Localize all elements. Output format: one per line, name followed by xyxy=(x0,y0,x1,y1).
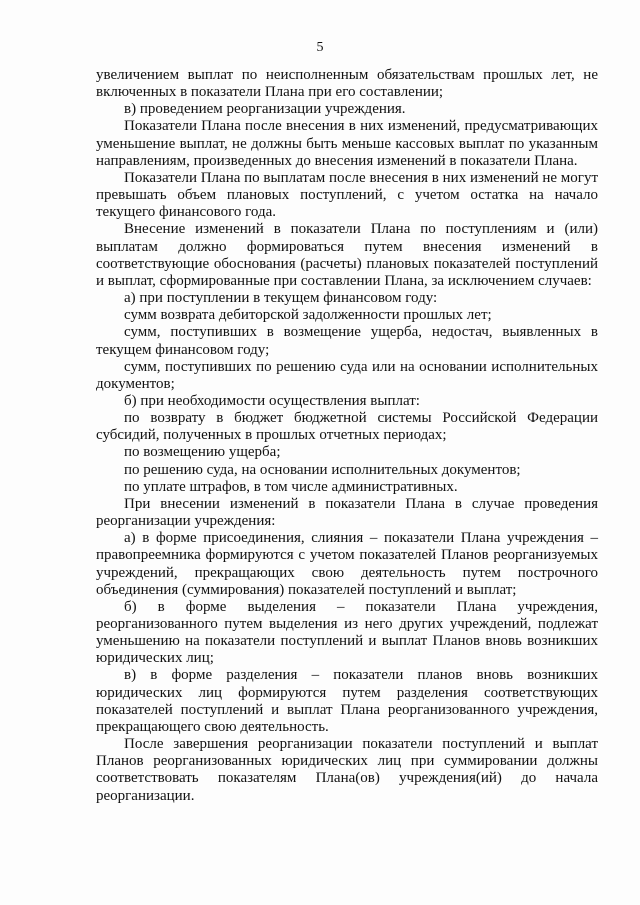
paragraph: а) при поступлении в текущем финансовом году: xyxy=(124,290,438,307)
paragraph: а) в форме присоединения, слияния – показатели Плана учреждения – правопреемника формируются с учетом показателей Планов реорганизуемых учреждений, прекращающих свою деятельность путем построчного объединения (суммирования) показателей поступлений и выплат; xyxy=(96,530,598,598)
page-number: 5 xyxy=(316,40,324,55)
paragraph: сумм, поступивших по решению суда или на основании исполнительных документов; xyxy=(96,358,598,392)
paragraph: б) при необходимости осуществления выплат: xyxy=(124,392,420,409)
paragraph: б) в форме выделения – показатели Плана учреждения, реорганизованного путем выделения из него других учреждений, подлежат уменьшению на показатели поступлений и выплат Планов вновь возникших юридических лиц; xyxy=(96,598,598,667)
paragraph: по возврату в бюджет бюджетной системы Российской Федерации субсидий, полученных в прошлых отчетных периодах; xyxy=(96,410,598,444)
document-body xyxy=(96,67,598,805)
paragraph: Показатели Плана по выплатам после внесения в них изменений не могут превышать объем плановых поступлений, с учетом остатка на начало текущего финансового года. xyxy=(96,169,598,221)
paragraph: сумм возврата дебиторской задолженности прошлых лет; xyxy=(124,307,492,324)
paragraph: После завершения реорганизации показатели поступлений и выплат Планов реорганизованных юридических лиц при суммировании должны соответствовать показателям Плана(ов) учреждения(ий) до начала реорганизации. xyxy=(96,736,598,804)
paragraph: Внесение изменений в показатели Плана по поступлениям и (или) выплатам должно формироваться путем внесения изменений в соответствующие обоснования (расчеты) плановых показателей поступлений и выплат, сформированные при составлении Плана, за исключением случаев: xyxy=(96,221,598,289)
paragraph: Показатели Плана после внесения в них изменений, предусматривающих уменьшение выплат, не должны быть меньше кассовых выплат по указанным направлениям, произведенных до внесения изменений в показатели Плана. xyxy=(96,118,598,169)
paragraph: увеличением выплат по неисполненным обязательствам прошлых лет, не включенных в показатели Плана при его составлении; xyxy=(96,67,598,101)
paragraph: по уплате штрафов, в том числе административных. xyxy=(124,478,458,495)
paragraph: При внесении изменений в показатели Плана в случае проведения реорганизации учреждения: xyxy=(96,495,598,530)
paragraph: сумм, поступивших в возмещение ущерба, недостач, выявленных в текущем финансовом году; xyxy=(96,324,598,358)
paragraph: в) проведением реорганизации учреждения. xyxy=(124,101,406,118)
paragraph: в) в форме разделения – показатели планов вновь возникших юридических лиц формируются путем разделения соответствующих показателей поступлений и выплат Плана реорганизованного учреждения, прекращающего свою деятельность. xyxy=(96,667,598,735)
paragraph: по решению суда, на основании исполнительных документов; xyxy=(124,461,521,478)
paragraph: по возмещению ущерба; xyxy=(124,444,281,461)
